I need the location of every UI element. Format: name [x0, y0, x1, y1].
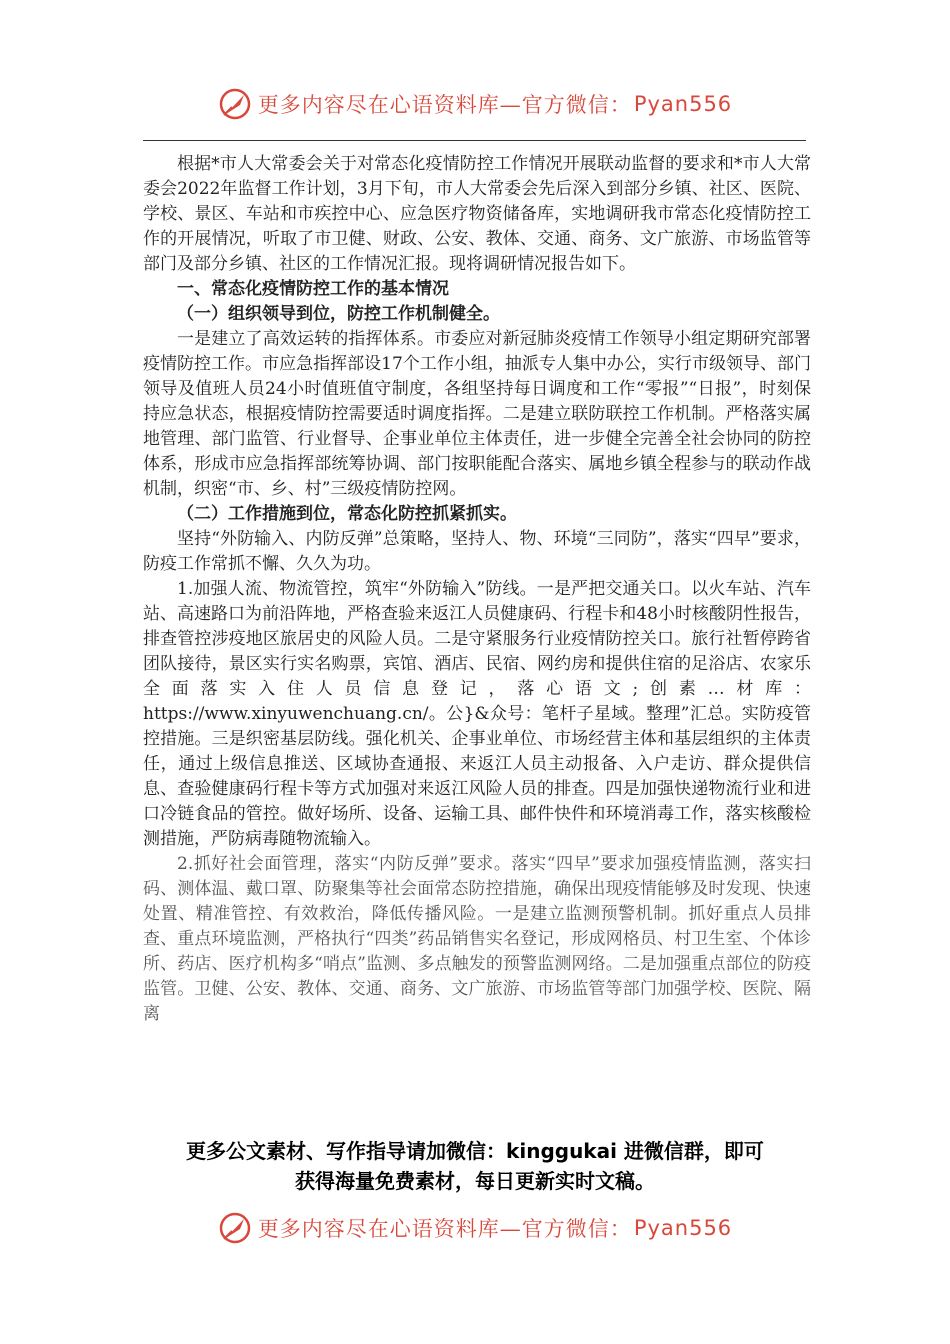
quill-logo-icon — [218, 87, 252, 121]
promo-banner — [120, 1136, 830, 1196]
paragraph-internal-defense: 2.抓好社会面管理，落实“内防反弹”要求。落实“四早”要求加强疫情监测，落实扫码、测体温、戴口罩、防聚集等社会面常态防控措施，确保出现疫情能够及时发现、快速处置、精准管控、有效救治，降低传播风险。一是建立监测预警机制。抓好重点人员排查、重点环境监测，严格执行“四类”药品销售实名登记，形成网格员、村卫生室、个体诊所、药店、医疗机构多“哨点”监测、多点触发的预警监测网络。二是加强重点部位的防疫监管。卫健、公安、教体、交通、商务、文广旅游、市场监管等部门加强学校、医院、隔离 — [143, 854, 811, 1024]
subsection-heading-2: （二）工作措施到位，常态化防控抓紧抓实。 — [177, 504, 517, 524]
promo-line-1: 更多公文素材、写作指导请加微信：kinggukai 进微信群，即可 — [186, 1139, 764, 1163]
header-brand-handle: Pyan556 — [633, 92, 733, 116]
paragraph-command-system: 一是建立了高效运转的指挥体系。市委应对新冠肺炎疫情工作领导小组定期研究部署疫情防控工作。市应急指挥部设17个工作小组，抽派专人集中办公，实行市级领导、部门领导及值班人员24小时值班值守制度，各组坚持每日调度和工作“零报”“日报”，时刻保持应急状态，根据疫情防控需要适时调度指挥。二是建立联防联控工作机制。严格落实属地管理、部门监管、行业督导、企事业单位主体责任，进一步健全完善全社会协同的防控体系，形成市应急指挥部统筹协调、部门按职能配合落实、属地乡镇全程参与的联动作战机制，织密“市、乡、村”三级疫情防控网。 — [143, 329, 811, 499]
paragraph-intro: 根据*市人大常委会关于对常态化疫情防控工作情况开展联动监督的要求和*市人大常委会2022年监督工作计划，3月下旬，市人大常委会先后深入到部分乡镇、社区、医院、学校、景区、车站和市疾控中心、应急医疗物资储备库，实地调研我市常态化疫情防控工作的开展情况，听取了市卫健、财政、公安、教体、交通、商务、文广旅游、市场监管等部门及部分乡镇、社区的工作情况汇报。现将调研情况报告如下。 — [143, 154, 811, 274]
footer-brand-text: 更多内容尽在心语资料库—官方微信： — [257, 1217, 632, 1241]
header-divider — [143, 140, 806, 141]
page-header — [0, 84, 950, 124]
subsection-heading-1: （一）组织领导到位，防控工作机制健全。 — [177, 304, 500, 324]
header-brand-text: 更多内容尽在心语资料库—官方微信： — [257, 93, 632, 117]
paragraph-external-defense: 1.加强人流、物流管控，筑牢“外防输入”防线。一是严把交通关口。以火车站、汽车站、高速路口为前沿阵地，严格查验来返江人员健康码、行程卡和48小时核酸阴性报告，排查管控涉疫地区旅居史的风险人员。二是守紧服务行业疫情防控关口。旅行社暂停跨省团队接待，景区实行实名购票，宾馆、酒店、民宿、网约房和提供住宿的足浴店、农家乐全面落实入住人员信息登记，落心语文;创素…材库：https://www.xinyuwenchuang.cn/。公}&众号：笔杆子星域。整理”汇总。实防疫管控措施。三是织密基层防线。强化机关、企事业单位、市场经营主体和基层组织的主体责任，通过上级信息推送、区域协查通报、来返江人员主动报备、入户走访、群众提供信息、查验健康码行程卡等方式加强对来返江风险人员的排查。四是加强快递物流行业和进口冷链食品的管控。做好场所、设备、运输工具、邮件快件和环境消毒工作，落实核酸检测措施，严防病毒随物流输入。 — [143, 579, 811, 849]
promo-line-2: 获得海量免费素材，每日更新实时文稿。 — [295, 1169, 655, 1193]
quill-logo-icon — [218, 1211, 252, 1245]
paragraph-strategy: 坚持“外防输入、内防反弹”总策略，坚持人、物、环境“三同防”，落实“四早”要求，防疫工作常抓不懈、久久为功。 — [143, 529, 811, 574]
page-footer — [0, 1208, 950, 1248]
footer-brand-handle: Pyan556 — [633, 1216, 733, 1240]
document-body — [143, 152, 811, 1027]
section-heading-1: 一、常态化疫情防控工作的基本情况 — [177, 279, 449, 299]
